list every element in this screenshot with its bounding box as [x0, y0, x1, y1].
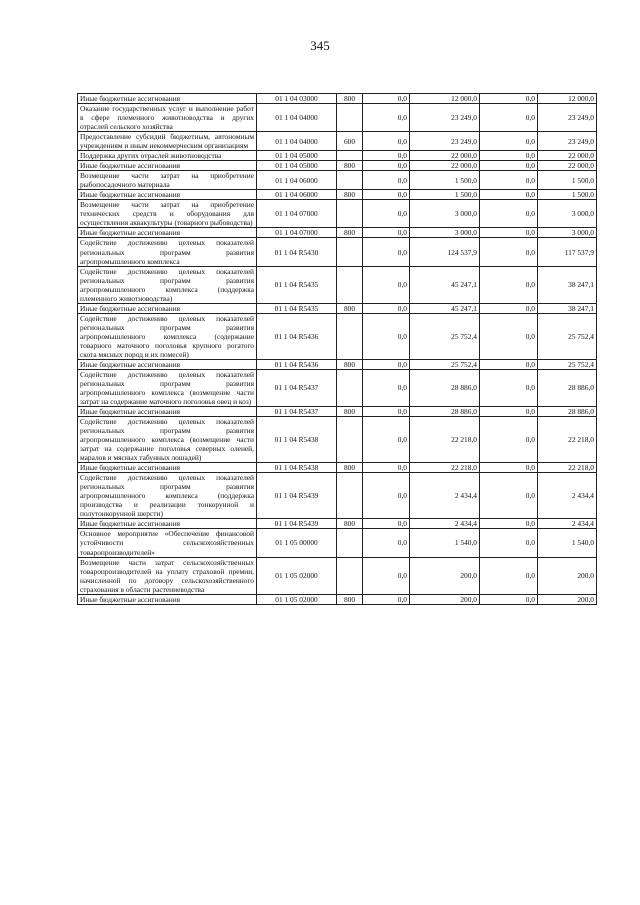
cell-code: 01 1 04 R5435 — [257, 266, 337, 303]
table-row — [78, 473, 597, 519]
table-row — [78, 369, 597, 406]
cell-name: Оказание государственных услуг и выполнение работ в сфере племенного животноводства и других отраслей сельского хозяйства — [78, 104, 257, 132]
table-row — [78, 94, 597, 104]
cell-value-1: 0,0 — [363, 228, 410, 238]
cell-value-4: 23 249,0 — [538, 132, 597, 151]
cell-value-3: 0,0 — [480, 132, 538, 151]
cell-name: Содействие достижению целевых показателей региональных программ развития агропромышленного комплекса (содержание товарного маточного поголовья крупного рогатого скота мясных пород и их помесей) — [78, 313, 257, 359]
cell-value-3: 0,0 — [480, 190, 538, 200]
cell-value-3: 0,0 — [480, 200, 538, 228]
cell-value-2: 3 000,0 — [410, 200, 480, 228]
cell-value-1: 0,0 — [363, 519, 410, 529]
cell-code: 01 1 04 R5439 — [257, 519, 337, 529]
cell-code: 01 1 04 06000 — [257, 190, 337, 200]
cell-value-4: 22 000,0 — [538, 151, 597, 161]
cell-expense-type: 800 — [337, 303, 363, 313]
cell-value-4: 1 500,0 — [538, 190, 597, 200]
cell-value-2: 1 500,0 — [410, 171, 480, 190]
cell-code: 01 1 04 05000 — [257, 151, 337, 161]
cell-name: Возмещение части затрат сельскохозяйственных товаропроизводителей на уплату страховой премии, начисленной по договору сельскохозяйственного страхования в области растениеводства — [78, 557, 257, 594]
cell-value-2: 200,0 — [410, 557, 480, 594]
cell-value-2: 1 500,0 — [410, 190, 480, 200]
cell-code: 01 1 04 05000 — [257, 161, 337, 171]
cell-code: 01 1 04 07000 — [257, 228, 337, 238]
page-number: 345 — [310, 38, 330, 53]
cell-name: Содействие достижению целевых показателей региональных программ развития агропромышленного комплекса (возмещение части затрат на содержание поголовья северных оленей, маралов и мясных табунных лошадей) — [78, 417, 257, 463]
cell-value-3: 0,0 — [480, 557, 538, 594]
cell-code: 01 1 04 R5430 — [257, 238, 337, 266]
cell-value-2: 23 249,0 — [410, 104, 480, 132]
cell-name: Поддержка других отраслей животноводства — [78, 151, 257, 161]
cell-expense-type — [337, 238, 363, 266]
cell-value-2: 2 434,4 — [410, 473, 480, 519]
cell-value-3: 0,0 — [480, 529, 538, 557]
cell-expense-type: 800 — [337, 94, 363, 104]
cell-expense-type — [337, 369, 363, 406]
cell-value-1: 0,0 — [363, 161, 410, 171]
cell-value-4: 200,0 — [538, 594, 597, 604]
cell-value-3: 0,0 — [480, 303, 538, 313]
cell-name: Иные бюджетные ассигнования — [78, 190, 257, 200]
cell-code: 01 1 04 R5439 — [257, 473, 337, 519]
table-row — [78, 313, 597, 359]
cell-value-1: 0,0 — [363, 151, 410, 161]
cell-value-3: 0,0 — [480, 519, 538, 529]
cell-value-4: 38 247,1 — [538, 266, 597, 303]
table-row — [78, 161, 597, 171]
cell-value-2: 22 218,0 — [410, 463, 480, 473]
cell-value-2: 45 247,1 — [410, 303, 480, 313]
cell-expense-type: 800 — [337, 407, 363, 417]
cell-value-3: 0,0 — [480, 228, 538, 238]
cell-expense-type: 800 — [337, 463, 363, 473]
table-row — [78, 238, 597, 266]
cell-value-1: 0,0 — [363, 313, 410, 359]
cell-value-3: 0,0 — [480, 266, 538, 303]
cell-name: Основное мероприятие «Обеспечение финансовой устойчивости сельскохозяйственных товаропроизводителей» — [78, 529, 257, 557]
cell-expense-type — [337, 529, 363, 557]
cell-code: 01 1 04 R5436 — [257, 359, 337, 369]
table-row — [78, 171, 597, 190]
table-row — [78, 519, 597, 529]
cell-value-1: 0,0 — [363, 594, 410, 604]
cell-value-1: 0,0 — [363, 529, 410, 557]
cell-value-2: 23 249,0 — [410, 132, 480, 151]
cell-value-4: 2 434,4 — [538, 473, 597, 519]
cell-value-4: 3 000,0 — [538, 228, 597, 238]
cell-value-4: 38 247,1 — [538, 303, 597, 313]
cell-value-4: 28 886,0 — [538, 369, 597, 406]
cell-value-4: 117 537,9 — [538, 238, 597, 266]
cell-name: Содействие достижению целевых показателей региональных программ развития агропромышленного комплекса (поддержка племенного животноводства) — [78, 266, 257, 303]
table-row — [78, 529, 597, 557]
cell-value-1: 0,0 — [363, 94, 410, 104]
cell-value-2: 12 000,0 — [410, 94, 480, 104]
cell-name: Иные бюджетные ассигнования — [78, 519, 257, 529]
cell-name: Содействие достижению целевых показателей региональных программ развития агропромышленного комплекса — [78, 238, 257, 266]
cell-expense-type: 800 — [337, 594, 363, 604]
cell-value-3: 0,0 — [480, 594, 538, 604]
cell-value-3: 0,0 — [480, 151, 538, 161]
cell-name: Иные бюджетные ассигнования — [78, 228, 257, 238]
cell-value-1: 0,0 — [363, 557, 410, 594]
cell-name: Иные бюджетные ассигнования — [78, 463, 257, 473]
cell-value-2: 28 886,0 — [410, 407, 480, 417]
cell-expense-type — [337, 104, 363, 132]
table-row — [78, 303, 597, 313]
cell-value-4: 12 000,0 — [538, 94, 597, 104]
cell-value-3: 0,0 — [480, 359, 538, 369]
cell-value-4: 22 000,0 — [538, 161, 597, 171]
cell-value-4: 22 218,0 — [538, 463, 597, 473]
cell-code: 01 1 04 07000 — [257, 200, 337, 228]
cell-value-1: 0,0 — [363, 132, 410, 151]
cell-value-3: 0,0 — [480, 407, 538, 417]
cell-expense-type — [337, 266, 363, 303]
cell-value-4: 1 540,0 — [538, 529, 597, 557]
cell-value-1: 0,0 — [363, 200, 410, 228]
cell-value-2: 22 000,0 — [410, 151, 480, 161]
cell-value-3: 0,0 — [480, 473, 538, 519]
cell-value-3: 0,0 — [480, 171, 538, 190]
cell-value-2: 22 000,0 — [410, 161, 480, 171]
cell-value-1: 0,0 — [363, 417, 410, 463]
cell-value-1: 0,0 — [363, 407, 410, 417]
cell-value-3: 0,0 — [480, 417, 538, 463]
cell-name: Содействие достижению целевых показателей региональных программ развития агропромышленного комплекса (возмещение части затрат на содержание маточного поголовья овец и коз) — [78, 369, 257, 406]
budget-table — [77, 93, 597, 605]
cell-name: Возмещение части затрат на приобретение рыбопосадочного материала — [78, 171, 257, 190]
cell-value-3: 0,0 — [480, 94, 538, 104]
cell-name: Иные бюджетные ассигнования — [78, 161, 257, 171]
cell-expense-type — [337, 200, 363, 228]
table-row — [78, 266, 597, 303]
cell-code: 01 1 04 R5437 — [257, 369, 337, 406]
cell-expense-type: 800 — [337, 519, 363, 529]
table-row — [78, 594, 597, 604]
cell-code: 01 1 04 03000 — [257, 94, 337, 104]
cell-code: 01 1 04 04000 — [257, 132, 337, 151]
cell-value-1: 0,0 — [363, 463, 410, 473]
cell-value-2: 124 537,9 — [410, 238, 480, 266]
cell-value-2: 22 218,0 — [410, 417, 480, 463]
cell-value-1: 0,0 — [363, 303, 410, 313]
cell-code: 01 1 04 06000 — [257, 171, 337, 190]
cell-expense-type — [337, 557, 363, 594]
cell-value-2: 1 540,0 — [410, 529, 480, 557]
cell-code: 01 1 05 00000 — [257, 529, 337, 557]
cell-name: Иные бюджетные ассигнования — [78, 407, 257, 417]
cell-code: 01 1 05 02000 — [257, 557, 337, 594]
table-row — [78, 190, 597, 200]
cell-expense-type — [337, 151, 363, 161]
cell-value-2: 2 434,4 — [410, 519, 480, 529]
cell-value-2: 25 752,4 — [410, 313, 480, 359]
cell-name: Возмещение части затрат на приобретение технических средств и оборудования для осуществления аквакультуры (товарного рыбоводства) — [78, 200, 257, 228]
cell-name: Иные бюджетные ассигнования — [78, 594, 257, 604]
cell-name: Предоставление субсидий бюджетным, автономным учреждениям и иным некоммерческим организациям — [78, 132, 257, 151]
cell-expense-type: 800 — [337, 161, 363, 171]
table-row — [78, 463, 597, 473]
cell-value-1: 0,0 — [363, 104, 410, 132]
cell-value-2: 25 752,4 — [410, 359, 480, 369]
cell-code: 01 1 04 R5435 — [257, 303, 337, 313]
cell-code: 01 1 05 02000 — [257, 594, 337, 604]
cell-value-4: 25 752,4 — [538, 359, 597, 369]
cell-name: Содействие достижению целевых показателей региональных программ развития агропромышленного комплекса (поддержка производства и реализации тонкорунной и полутонкорунной шерсти) — [78, 473, 257, 519]
table-row — [78, 104, 597, 132]
cell-code: 01 1 04 R5436 — [257, 313, 337, 359]
table-row — [78, 132, 597, 151]
cell-value-1: 0,0 — [363, 473, 410, 519]
cell-value-3: 0,0 — [480, 104, 538, 132]
cell-name: Иные бюджетные ассигнования — [78, 359, 257, 369]
cell-value-4: 1 500,0 — [538, 171, 597, 190]
cell-value-1: 0,0 — [363, 190, 410, 200]
cell-value-4: 22 218,0 — [538, 417, 597, 463]
table-row — [78, 557, 597, 594]
cell-value-4: 25 752,4 — [538, 313, 597, 359]
cell-code: 01 1 04 04000 — [257, 104, 337, 132]
cell-value-4: 28 886,0 — [538, 407, 597, 417]
cell-code: 01 1 04 R5437 — [257, 407, 337, 417]
table-row — [78, 200, 597, 228]
cell-expense-type: 800 — [337, 228, 363, 238]
cell-value-3: 0,0 — [480, 463, 538, 473]
cell-value-2: 45 247,1 — [410, 266, 480, 303]
cell-value-1: 0,0 — [363, 369, 410, 406]
cell-value-1: 0,0 — [363, 266, 410, 303]
cell-code: 01 1 04 R5438 — [257, 417, 337, 463]
cell-value-2: 28 886,0 — [410, 369, 480, 406]
cell-value-1: 0,0 — [363, 171, 410, 190]
cell-value-2: 200,0 — [410, 594, 480, 604]
cell-name: Иные бюджетные ассигнования — [78, 303, 257, 313]
table-row — [78, 151, 597, 161]
cell-expense-type: 600 — [337, 132, 363, 151]
cell-value-2: 3 000,0 — [410, 228, 480, 238]
cell-value-1: 0,0 — [363, 359, 410, 369]
cell-value-3: 0,0 — [480, 313, 538, 359]
cell-value-3: 0,0 — [480, 369, 538, 406]
cell-expense-type: 800 — [337, 190, 363, 200]
cell-expense-type — [337, 171, 363, 190]
cell-value-1: 0,0 — [363, 238, 410, 266]
cell-value-3: 0,0 — [480, 161, 538, 171]
cell-value-3: 0,0 — [480, 238, 538, 266]
table-row — [78, 407, 597, 417]
cell-value-4: 200,0 — [538, 557, 597, 594]
table-row — [78, 417, 597, 463]
table-row — [78, 228, 597, 238]
cell-expense-type: 800 — [337, 359, 363, 369]
cell-expense-type — [337, 417, 363, 463]
cell-expense-type — [337, 473, 363, 519]
cell-value-4: 2 434,4 — [538, 519, 597, 529]
table-row — [78, 359, 597, 369]
cell-value-4: 3 000,0 — [538, 200, 597, 228]
cell-name: Иные бюджетные ассигнования — [78, 94, 257, 104]
cell-value-4: 23 249,0 — [538, 104, 597, 132]
cell-code: 01 1 04 R5438 — [257, 463, 337, 473]
cell-expense-type — [337, 313, 363, 359]
